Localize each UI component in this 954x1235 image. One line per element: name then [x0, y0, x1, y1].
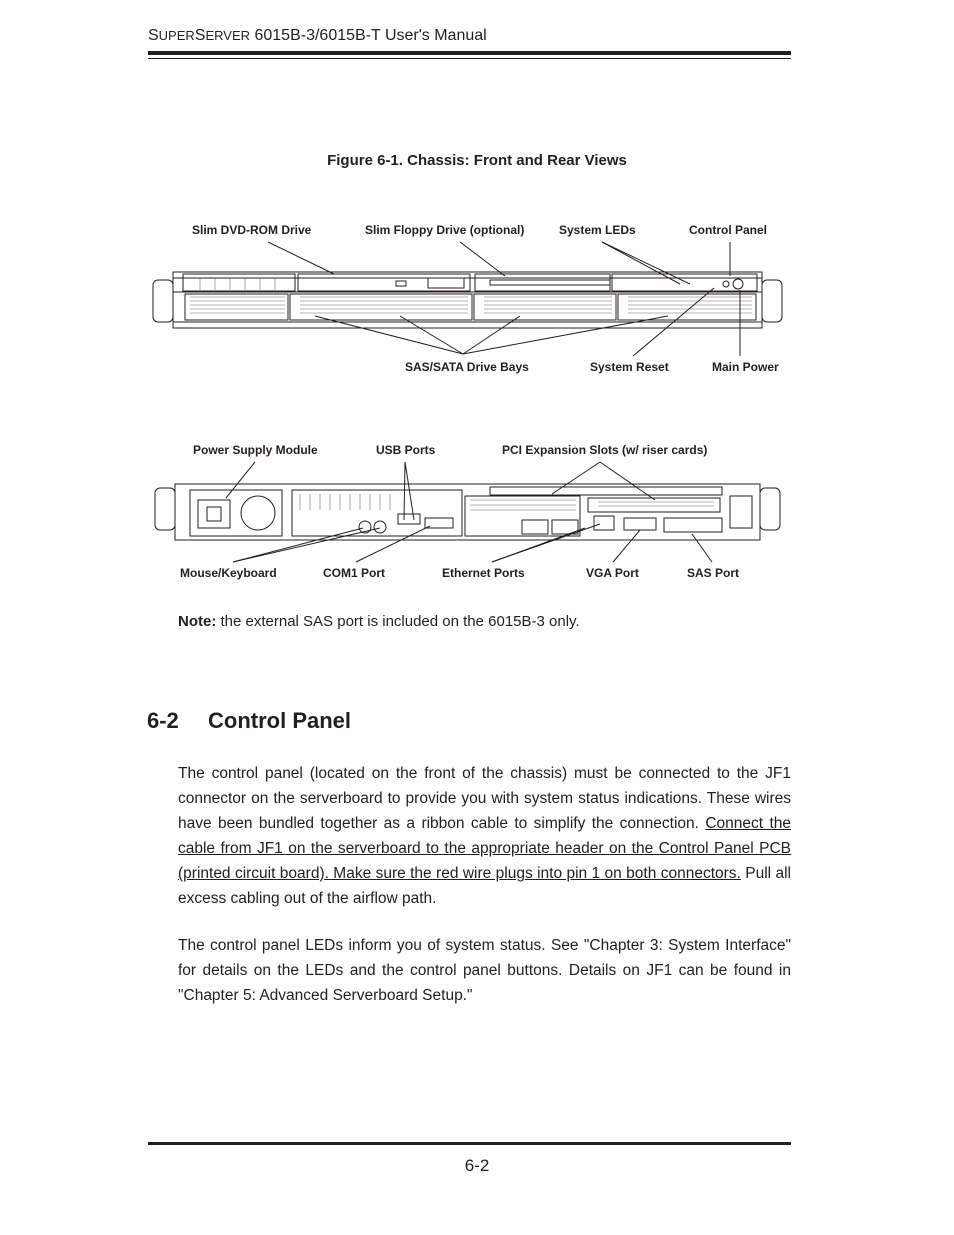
- header-brand-s1: S: [148, 27, 159, 44]
- label-mouse-keyboard: Mouse/Keyboard: [180, 566, 277, 580]
- front-bay-grille: [190, 278, 752, 313]
- rear-chassis-drawing: [155, 484, 780, 540]
- para1-tail: Pull all excess cabling out of the airflow path.: [178, 865, 792, 907]
- note-label: Note:: [178, 613, 217, 630]
- label-pci-expansion-slots: PCI Expansion Slots (w/ riser cards): [502, 443, 708, 457]
- label-ethernet-ports: Ethernet Ports: [442, 566, 525, 580]
- label-slim-floppy-drive: Slim Floppy Drive (optional): [365, 223, 525, 237]
- figure-note: [178, 613, 580, 630]
- label-com1-port: COM1 Port: [323, 566, 386, 580]
- header-brand-small2: ERVER: [205, 28, 251, 43]
- label-power-supply-module: Power Supply Module: [193, 443, 318, 457]
- front-leader-lines: [268, 242, 740, 356]
- label-sas-sata-drive-bays: SAS/SATA Drive Bays: [405, 360, 529, 374]
- footer-rule: [148, 1142, 791, 1145]
- paragraph-control-panel-leds: The control panel LEDs inform you of system status. See "Chapter 3: System Interface" for details on the LEDs and the control panel buttons. Details on JF1 can be found in "Chapter 5: Advanced Serverboard Setup.": [178, 937, 791, 1004]
- header-brand-small1: UPER: [158, 28, 195, 43]
- label-main-power: Main Power: [712, 360, 779, 374]
- paragraph-control-panel-cable: [178, 761, 791, 911]
- label-control-panel: Control Panel: [689, 223, 768, 237]
- para1-intro: The control panel (located on the front of the chassis) must be connected to the JF1 connector on the serverboard to provide you with system status indications. These wires have been bundled together as a ribbon cable to simplify the connection.: [178, 765, 791, 832]
- section-heading: [147, 708, 351, 734]
- page-number: 6-2: [464, 1156, 490, 1175]
- section-number: 6-2: [147, 708, 179, 733]
- header-brand-s2: S: [194, 27, 206, 44]
- header-manual-title: 6015B-3/6015B-T User's Manual: [250, 27, 487, 44]
- section-title: Control Panel: [208, 708, 352, 733]
- label-sas-port: SAS Port: [687, 566, 740, 580]
- label-slim-dvd-rom-drive: Slim DVD-ROM Drive: [192, 223, 312, 237]
- chassis-figure: [0, 0, 954, 600]
- label-system-reset: System Reset: [590, 360, 669, 374]
- para1-underlined-instruction: Connect the cable from JF1 on the serverboard to the appropriate header on the Control Panel PCB (printed circuit board). Make sure the red wire plugs into pin 1 on both connectors.: [178, 815, 791, 882]
- label-system-leds: System LEDs: [559, 223, 636, 237]
- front-chassis-drawing: [153, 272, 782, 328]
- label-usb-ports: USB Ports: [376, 443, 436, 457]
- note-text: the external SAS port is included on the 6015B-3 only.: [216, 613, 580, 630]
- label-vga-port: VGA Port: [586, 566, 639, 580]
- figure-title: Figure 6-1. Chassis: Front and Rear Views: [327, 152, 627, 169]
